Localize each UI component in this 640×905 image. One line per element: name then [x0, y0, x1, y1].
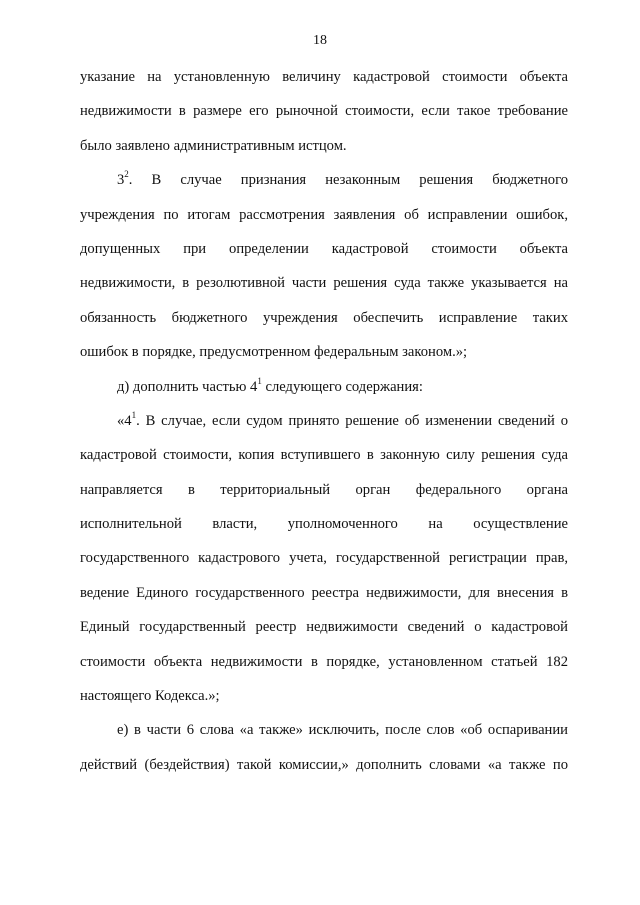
- text-line: было заявлено административным истцом.: [80, 137, 347, 154]
- text-line: допущенных при определении кадастровой стоимости объекта: [80, 240, 568, 257]
- text-line: ошибок в порядке, предусмотренном федеральным законом.»;: [80, 344, 468, 361]
- superscript: 1: [257, 375, 262, 386]
- text-line: обязанность бюджетного учреждения обеспечить исправление таких: [80, 309, 568, 326]
- line-rest: следующего содержания:: [261, 378, 423, 395]
- paragraph: [80, 60, 568, 163]
- text-line: указание на установленную величину кадастровой стоимости объекта: [80, 69, 568, 85]
- text-line: [80, 404, 568, 438]
- line-prefix: «4: [117, 412, 132, 429]
- line-prefix: д) дополнить частью 4: [117, 378, 258, 395]
- text-line: учреждения по итогам рассмотрения заявления об исправлении ошибок,: [80, 206, 568, 223]
- text-line: действий (бездействия) такой комиссии,» дополнить словами «а также по: [80, 756, 568, 773]
- text-line: государственного кадастрового учета, государственной регистрации прав,: [80, 550, 568, 567]
- text-line: [80, 163, 568, 197]
- text-line: Единый государственный реестр недвижимости сведений о кадастровой: [80, 619, 568, 636]
- text-line: направляется в территориальный орган федерального органа: [80, 481, 568, 498]
- line-rest: . В случае, если судом принято решение об изменении сведений о: [136, 412, 568, 429]
- text-line: стоимости объекта недвижимости в порядке, установленном статьей 182: [80, 653, 568, 670]
- line-rest: . В случае признания незаконным решения бюджетного: [128, 172, 568, 189]
- superscript: 1: [131, 410, 137, 421]
- line-prefix: 3: [117, 172, 125, 189]
- text-line: исполнительной власти, уполномоченного на осуществление: [80, 516, 568, 533]
- paragraph: [80, 370, 568, 404]
- text-line: настоящего Кодекса.»;: [80, 688, 220, 705]
- paragraph: [80, 163, 568, 369]
- paragraph: [80, 713, 568, 782]
- document-body: [80, 60, 568, 782]
- page-number: 18: [313, 33, 327, 48]
- text-line: недвижимости в размере его рыночной стоимости, если такое требование: [80, 103, 568, 120]
- text-line: недвижимости, в резолютивной части решения суда также указывается на: [80, 275, 568, 292]
- text-line: кадастровой стоимости, копия вступившего в законную силу решения суда: [80, 447, 568, 464]
- paragraph: [80, 404, 568, 714]
- text-line: ведение Единого государственного реестра недвижимости, для внесения в: [80, 584, 568, 601]
- text-line: [80, 370, 568, 404]
- text-line: е) в части 6 слова «а также» исключить, после слов «об оспаривании: [117, 722, 568, 739]
- superscript: 2: [124, 169, 129, 180]
